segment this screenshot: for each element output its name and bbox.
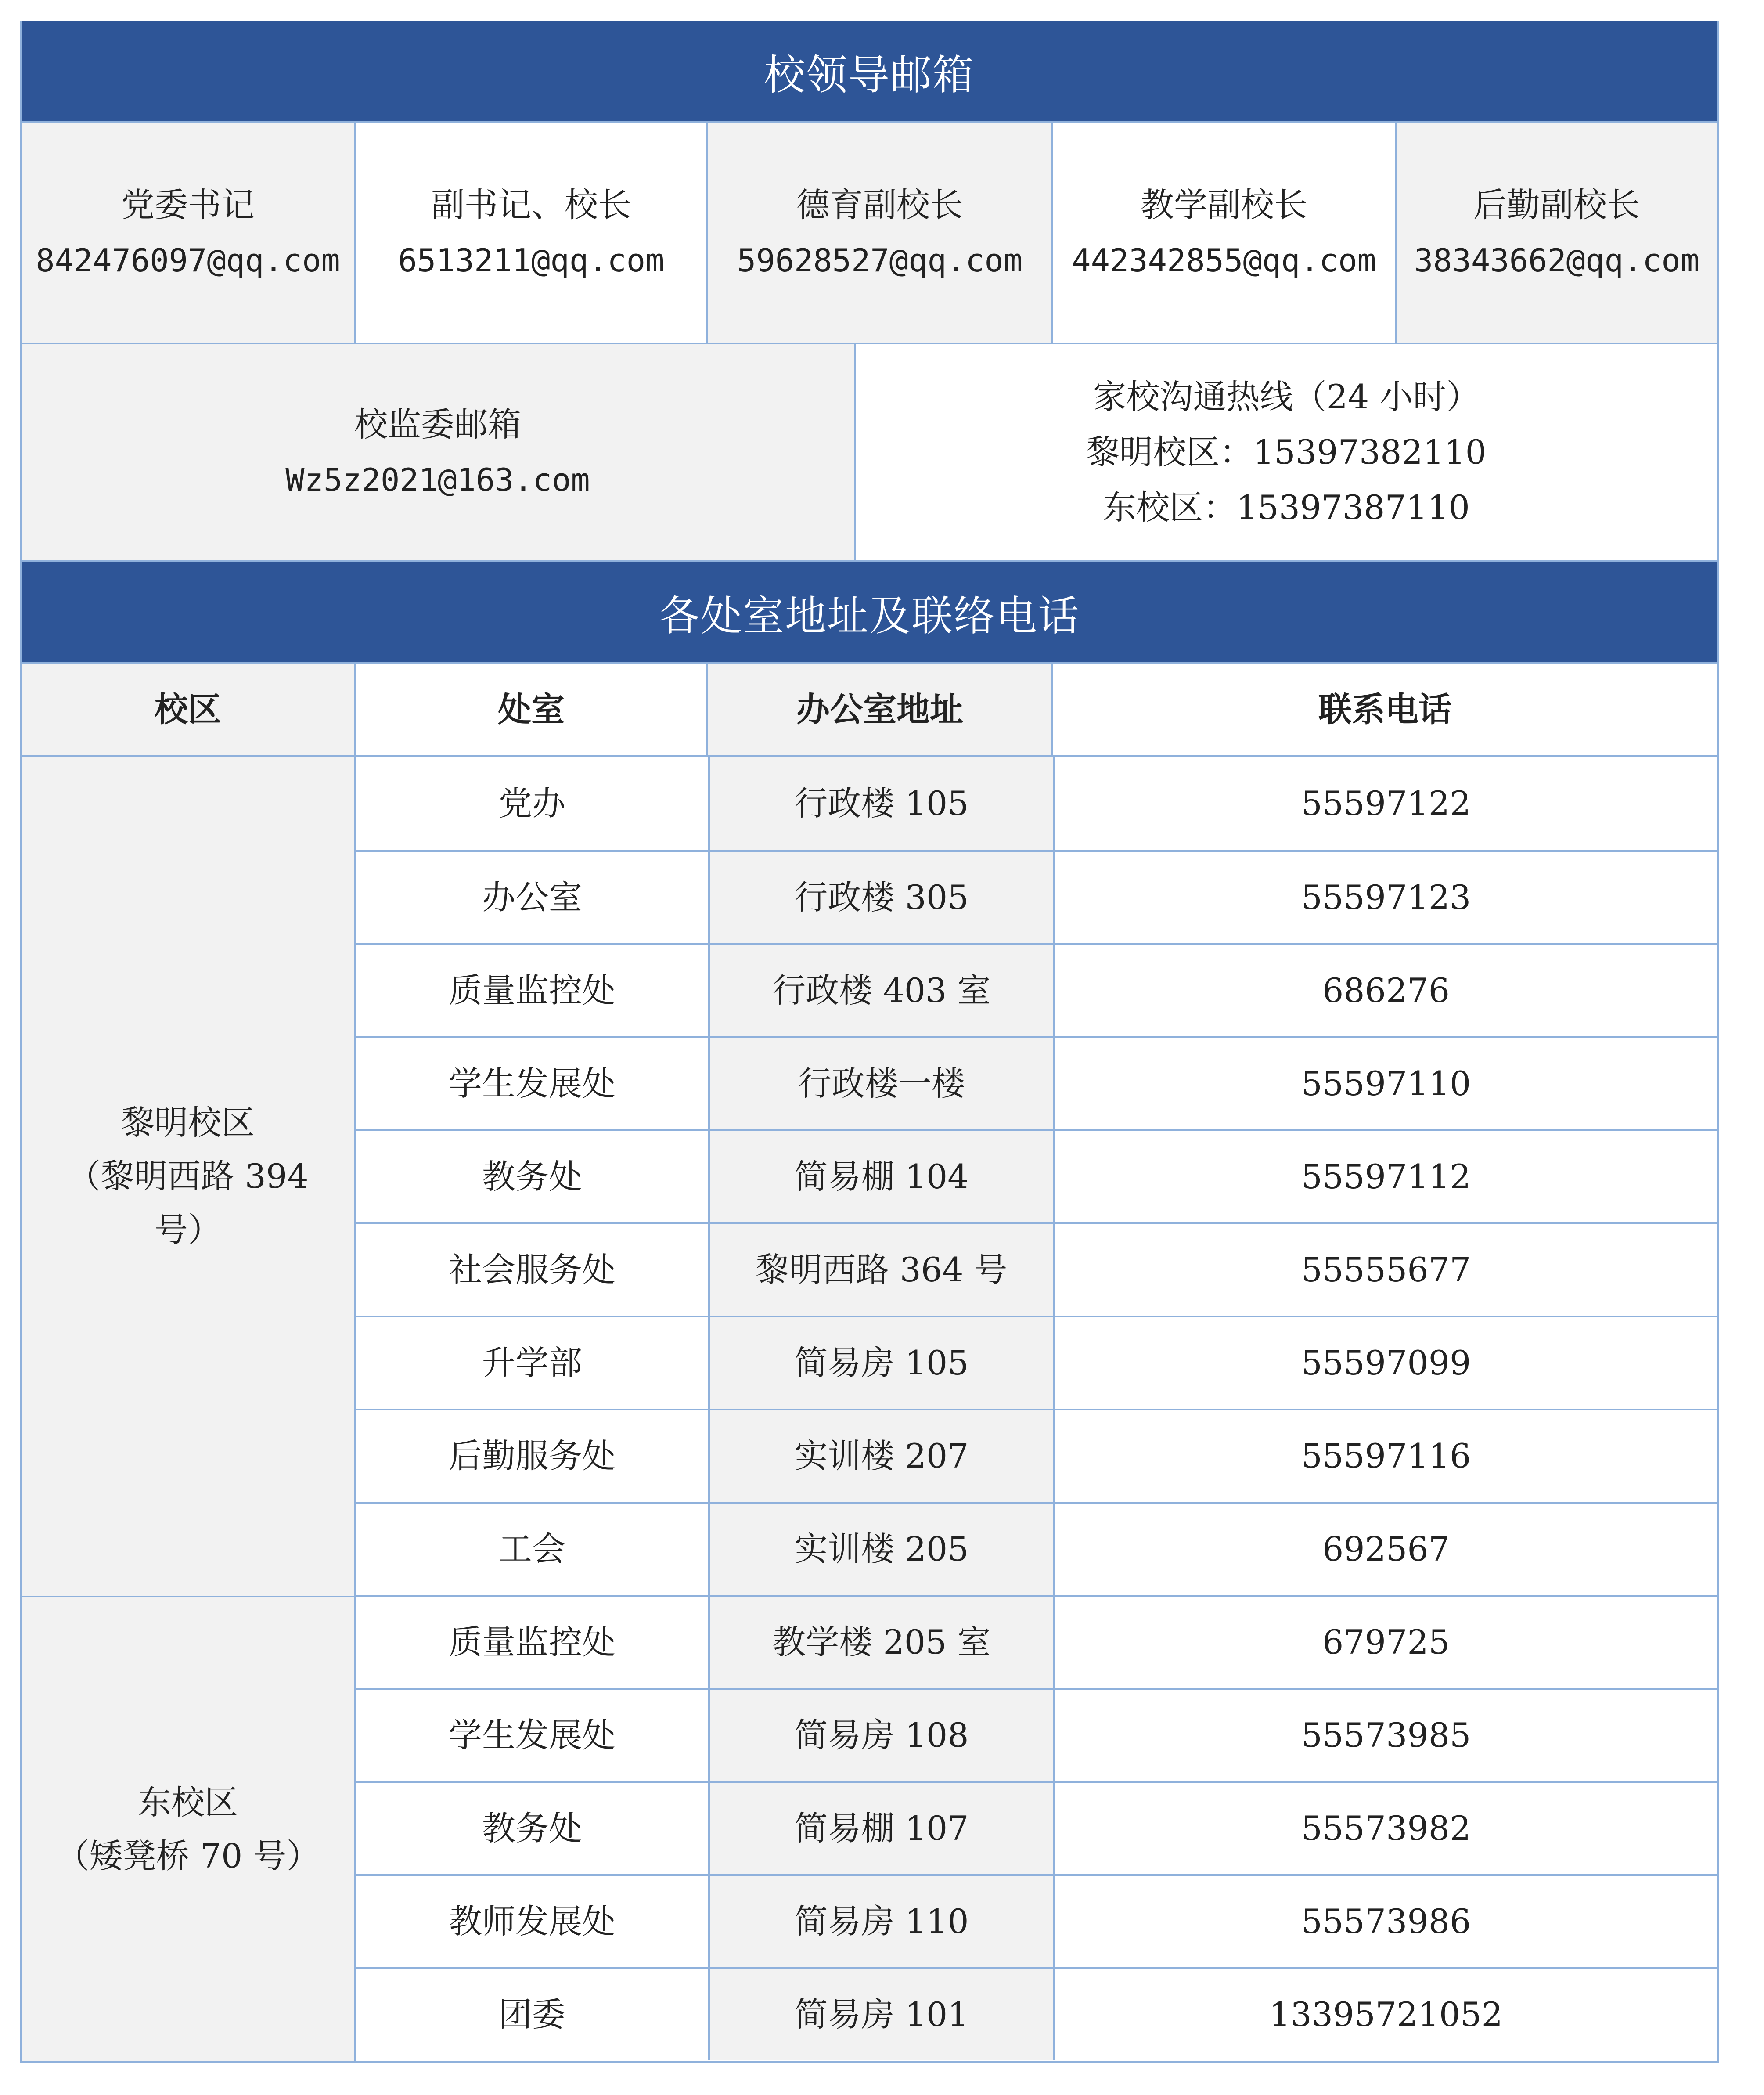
- hotline-cell: [854, 344, 1717, 560]
- office-name: 教务处: [356, 1783, 708, 1874]
- office-phone[interactable]: 55573982: [1053, 1783, 1717, 1874]
- office-phone[interactable]: 55555677: [1053, 1224, 1717, 1316]
- leader-role: 德育副校长: [796, 185, 963, 224]
- office-address: 行政楼一楼: [708, 1038, 1053, 1129]
- leader-role: 后勤副校长: [1473, 185, 1640, 224]
- office-address: 简易房 110: [708, 1876, 1053, 1967]
- contact-document: [20, 21, 1719, 2063]
- table-row: [356, 1036, 1717, 1129]
- office-phone[interactable]: 55597123: [1053, 852, 1717, 943]
- office-name: 社会服务处: [356, 1224, 708, 1316]
- supervision-label: 校监委邮箱: [354, 405, 521, 444]
- office-address: 实训楼 207: [708, 1410, 1053, 1502]
- table-row: [356, 1502, 1717, 1595]
- table-row: [356, 1781, 1717, 1874]
- office-address: 实训楼 205: [708, 1504, 1053, 1595]
- campus-name: 东校区: [138, 1783, 238, 1822]
- office-name: 质量监控处: [356, 945, 708, 1036]
- leader-email[interactable]: 38343662@qq.com: [1414, 242, 1700, 279]
- office-address: 教学楼 205 室: [708, 1597, 1053, 1688]
- office-name: 办公室: [356, 852, 708, 943]
- leader-email[interactable]: 842476097@qq.com: [36, 242, 340, 279]
- office-rows: [354, 757, 1717, 2061]
- office-address: 简易房 108: [708, 1690, 1053, 1781]
- office-phone[interactable]: 55573986: [1053, 1876, 1717, 1967]
- table-row: [356, 1222, 1717, 1316]
- office-name: 团委: [356, 1969, 708, 2060]
- table-row: [356, 1129, 1717, 1222]
- office-phone[interactable]: 55597110: [1053, 1038, 1717, 1129]
- campus-address: （矮凳桥 70 号）: [56, 1836, 320, 1875]
- office-name: 升学部: [356, 1317, 708, 1409]
- table-row: [356, 1316, 1717, 1409]
- office-name: 学生发展处: [356, 1690, 708, 1781]
- table-row: [356, 1874, 1717, 1967]
- office-address: 简易房 105: [708, 1317, 1053, 1409]
- hotline-liming: 黎明校区：15397382110: [1086, 433, 1487, 472]
- office-name: 学生发展处: [356, 1038, 708, 1129]
- table-row: [356, 1967, 1717, 2060]
- header-campus: 校区: [22, 664, 354, 755]
- office-address: 行政楼 403 室: [708, 945, 1053, 1036]
- supervision-mailbox-cell: [22, 344, 854, 560]
- leader-role: 副书记、校长: [431, 185, 631, 224]
- leader-emails-row: [22, 121, 1717, 343]
- table-row: [356, 757, 1717, 850]
- campus-column: [22, 757, 354, 2061]
- leader-email[interactable]: 6513211@qq.com: [398, 242, 665, 279]
- supervision-email[interactable]: Wz5z2021@163.com: [285, 462, 590, 498]
- office-address: 简易棚 104: [708, 1131, 1053, 1222]
- campus-east: [22, 1596, 354, 2061]
- campus-address-cont: 号）: [155, 1210, 221, 1249]
- office-name: 质量监控处: [356, 1597, 708, 1688]
- table-row: [356, 1688, 1717, 1781]
- table-row: [356, 1595, 1717, 1688]
- office-address: 行政楼 305: [708, 852, 1053, 943]
- office-name: 教师发展处: [356, 1876, 708, 1967]
- office-name: 党办: [356, 757, 708, 850]
- office-phone[interactable]: 55597116: [1053, 1410, 1717, 1502]
- campus-liming: [22, 757, 354, 1596]
- leader-role: 教学副校长: [1141, 185, 1307, 224]
- leader-role: 党委书记: [121, 185, 255, 224]
- leader-email[interactable]: 442342855@qq.com: [1072, 242, 1376, 279]
- office-address: 行政楼 105: [708, 757, 1053, 850]
- table-row: [356, 850, 1717, 943]
- office-name: 工会: [356, 1504, 708, 1595]
- leader-cell-party-secretary: [22, 123, 354, 343]
- offices-section-title: 各处室地址及联络电话: [22, 560, 1717, 662]
- leader-email[interactable]: 59628527@qq.com: [737, 242, 1023, 279]
- header-phone: 联系电话: [1051, 664, 1717, 755]
- office-address: 简易房 101: [708, 1969, 1053, 2060]
- campus-name: 黎明校区: [121, 1103, 255, 1142]
- office-address: 简易棚 107: [708, 1783, 1053, 1874]
- leader-cell-moral-vp: [706, 123, 1051, 343]
- office-phone[interactable]: 55597099: [1053, 1317, 1717, 1409]
- leader-cell-principal: [354, 123, 706, 343]
- office-name: 后勤服务处: [356, 1410, 708, 1502]
- table-row: [356, 1409, 1717, 1502]
- leader-cell-logistics-vp: [1395, 123, 1717, 343]
- office-phone[interactable]: 55573985: [1053, 1690, 1717, 1781]
- leaders-section-title: 校领导邮箱: [22, 21, 1717, 121]
- campus-address: （黎明西路 394: [67, 1157, 309, 1196]
- supervision-hotline-row: [22, 343, 1717, 560]
- office-phone[interactable]: 55597112: [1053, 1131, 1717, 1222]
- office-phone[interactable]: 55597122: [1053, 757, 1717, 850]
- leader-cell-teaching-vp: [1051, 123, 1395, 343]
- hotline-east: 东校区：15397387110: [1103, 488, 1470, 527]
- office-phone[interactable]: 679725: [1053, 1597, 1717, 1688]
- header-office: 处室: [354, 664, 706, 755]
- hotline-title: 家校沟通热线（24 小时）: [1093, 377, 1480, 416]
- office-address: 黎明西路 364 号: [708, 1224, 1053, 1316]
- header-address: 办公室地址: [706, 664, 1051, 755]
- table-row: [356, 943, 1717, 1036]
- office-phone[interactable]: 13395721052: [1053, 1969, 1717, 2060]
- office-phone[interactable]: 686276: [1053, 945, 1717, 1036]
- office-name: 教务处: [356, 1131, 708, 1222]
- office-phone[interactable]: 692567: [1053, 1504, 1717, 1595]
- offices-table-body: [22, 755, 1717, 2061]
- offices-table-header: [22, 662, 1717, 755]
